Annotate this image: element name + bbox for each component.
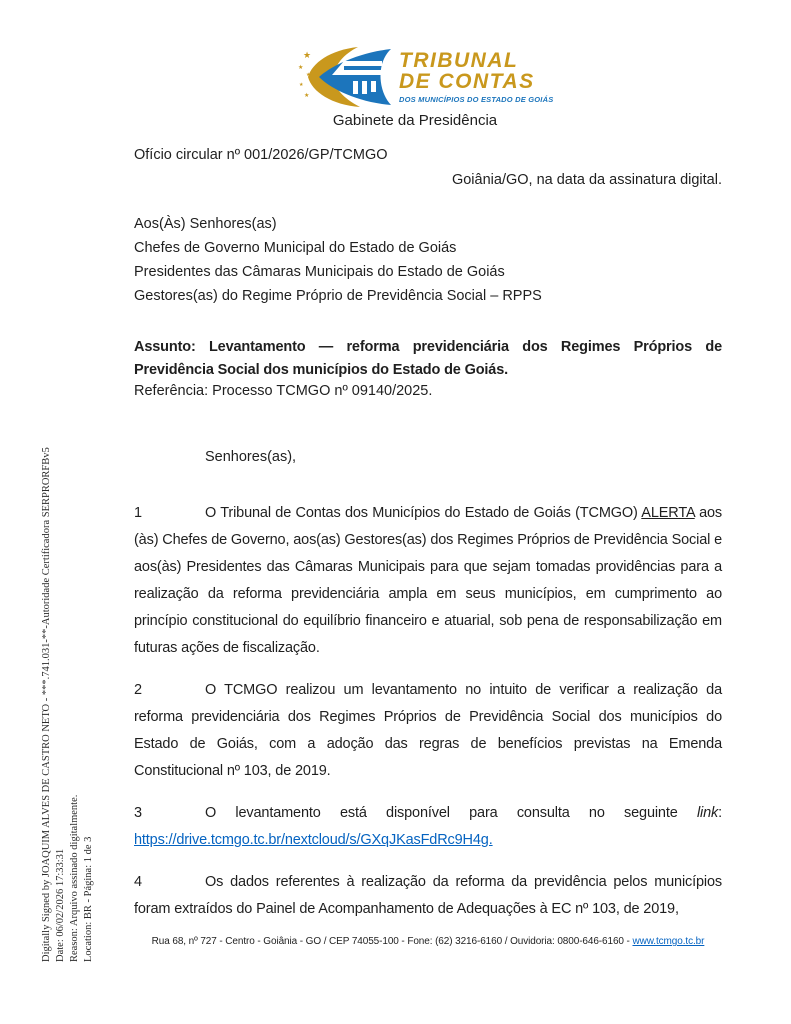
paragraph-2: [134, 677, 722, 785]
paragraph-4-number: 4: [134, 874, 142, 890]
recipient-line: Chefes de Governo Municipal do Estado de Goiás: [134, 240, 457, 256]
paragraph-2-text: O TCMGO realizou um levantamento no intuito de verificar a realização da reforma previdenciária dos Regimes Próprios de Previdência Social dos municípios do Estado de Goiás, com a adoção das regras de benefícios previstas na Emenda Constitucional nº 103, de 2019.: [134, 682, 722, 779]
reference-line: Referência: Processo TCMGO nº 09140/2025.: [134, 383, 433, 399]
paragraph-1-text: O Tribunal de Contas dos Municípios do Estado de Goiás (TCMGO): [205, 505, 642, 521]
paragraph-3-colon: :: [718, 805, 722, 821]
logo-title-line1: TRIBUNAL: [399, 49, 519, 72]
oficio-number: Ofício circular nº 001/2026/GP/TCMGO: [134, 147, 388, 163]
subject-line: Assunto: Levantamento — reforma previdenciária dos Regimes Próprios de Previdência Social dos municípios do Estado de Goiás.: [134, 339, 722, 378]
alerta-underlined-word: ALERTA: [641, 505, 695, 521]
paragraph-3: [134, 800, 722, 854]
signature-line-signer: Digitally Signed by JOAQUIM ALVES DE CASTRO NETO - ***.741.031-**-Autoridade Certificadora SERPRORFBv5: [41, 447, 52, 962]
paragraph-3-number: 3: [134, 805, 142, 821]
letter-body: [134, 500, 722, 938]
digital-signature-sidebar: [40, 402, 96, 962]
nextcloud-link[interactable]: https://drive.tcmgo.tc.br/nextcloud/s/GXqJKasFdRc9H4g.: [134, 832, 493, 848]
paragraph-4-text: Os dados referentes à realização da reforma da previdência pelos municípios foram extraídos do Painel de Acompanhamento de Adequações à EC nº 103, de 2019,: [134, 874, 722, 917]
logo-title-line2: DE CONTAS: [399, 70, 535, 93]
footer-address: Rua 68, nº 727 - Centro - Goiânia - GO / CEP 74055-100 - Fone: (62) 3216-6160 / Ouvidoria: 0800-646-6160 -: [151, 936, 633, 947]
paragraph-1-number: 1: [134, 505, 142, 521]
paragraph-1-text-cont: aos (às) Chefes de Governo, aos(as) Gestores(as) dos Regimes Próprios de Previdência Social e aos(às) Presidentes das Câmaras Municipais para que sejam tomadas providências para a realização da reforma previdenciária ampla em seus municípios, em cumprimento ao princípio constitucional do equilíbrio financeiro e atuarial, sob pena de responsabilização em futuras ações de fiscalização.: [134, 505, 722, 656]
svg-text:★: ★: [303, 50, 312, 60]
tcm-emblem-icon: [298, 45, 394, 109]
svg-text:★: ★: [299, 82, 304, 88]
footer: [134, 936, 722, 947]
svg-text:★: ★: [298, 65, 304, 71]
svg-text:★: ★: [306, 72, 311, 78]
signature-line-date: Date: 06/02/2026 17:33:31: [55, 848, 66, 962]
recipient-line: Gestores(as) do Regime Próprio de Previdência Social – RPPS: [134, 288, 542, 304]
tcm-logo: [298, 45, 554, 109]
paragraph-2-number: 2: [134, 682, 142, 698]
paragraph-1: [134, 500, 722, 662]
department-title: Gabinete da Presidência: [332, 112, 498, 129]
logo-wordmark: [399, 45, 553, 104]
paragraph-3-text: O levantamento está disponível para consulta no seguinte: [205, 805, 697, 821]
signature-line-location: Location: BR - Página: 1 de 3: [83, 836, 94, 962]
salutation: Senhores(as),: [205, 449, 297, 465]
dateline: Goiânia/GO, na data da assinatura digital.: [451, 172, 722, 188]
signature-line-reason: Reason: Arquivo assinado digitalmente.: [69, 794, 80, 962]
link-word-italic: link: [696, 805, 719, 821]
recipients-block: [134, 212, 542, 308]
recipient-line: Presidentes das Câmaras Municipais do Estado de Goiás: [134, 264, 505, 280]
recipient-line: Aos(Às) Senhores(as): [134, 216, 277, 232]
paragraph-4: [134, 869, 722, 923]
footer-website-link[interactable]: www.tcmgo.tc.br: [632, 936, 705, 947]
svg-text:★: ★: [304, 93, 310, 99]
logo-subtitle: DOS MUNICÍPIOS DO ESTADO DE GOIÁS: [399, 95, 554, 104]
